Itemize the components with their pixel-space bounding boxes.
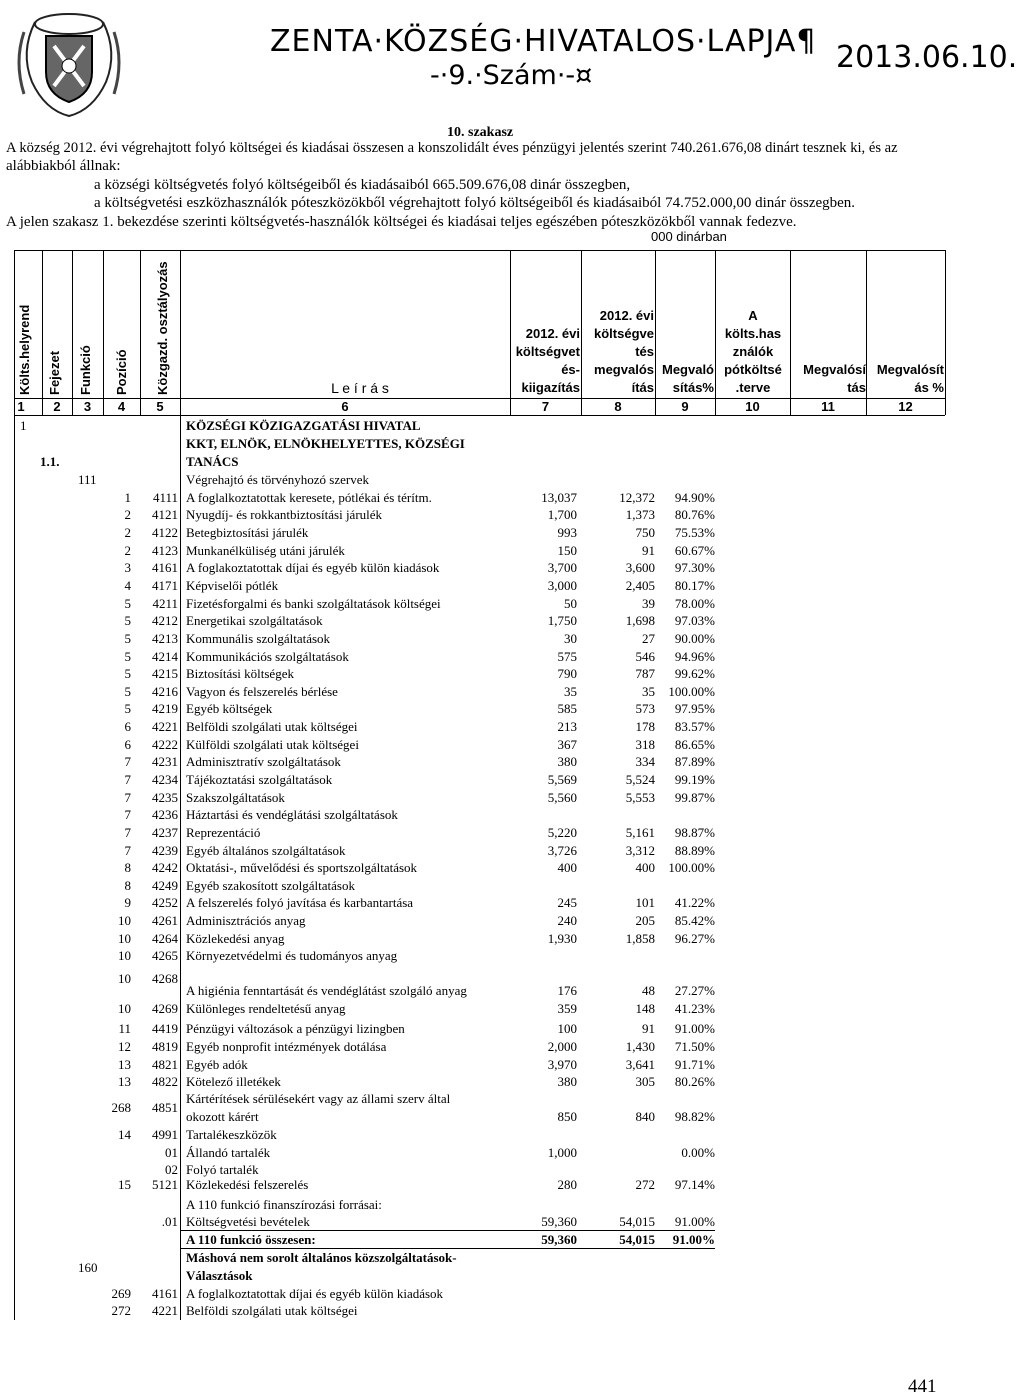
header-funkcio: Funkció <box>78 345 93 395</box>
header-megvalositas-2 <box>790 361 866 397</box>
header-line: Megvalósít <box>876 362 944 377</box>
cell-pozicio: 7 <box>124 843 131 858</box>
cell-leiras: okozott kárért <box>186 1109 259 1124</box>
cell-megvalositas: 334 <box>635 754 655 769</box>
cell-leiras: Pénzügyi változások a pénzügyi lizingben <box>186 1021 405 1036</box>
cell-megvalositas: 5,161 <box>625 825 655 840</box>
column-number: 11 <box>821 399 835 414</box>
cell-leiras: Fizetésforgalmi és banki szolgáltatások költségei <box>186 596 441 611</box>
cell-kozgazd: 4236 <box>152 807 178 822</box>
column-number: 2 <box>53 399 61 414</box>
header-line: tés <box>635 344 654 359</box>
cell-megvalositas-pct: 41.23% <box>674 1001 715 1016</box>
cell-koltsegvetes: 359 <box>557 1001 577 1016</box>
cell-pozicio: 5 <box>124 631 131 646</box>
masthead-title: ZENTA·KÖZSÉG·HIVATALOS·LAPJA¶ <box>270 24 817 59</box>
header-fejezet: Fejezet <box>47 350 62 395</box>
cell-megvalositas-pct: 0.00% <box>681 1145 715 1160</box>
cell-megvalositas-pct: 80.76% <box>674 507 715 522</box>
cell-megvalositas: 54,015 <box>619 1214 655 1229</box>
cell-pozicio: 3 <box>124 560 131 575</box>
header-potkoltsegterv <box>715 307 791 397</box>
cell-megvalositas-pct: 98.82% <box>674 1109 715 1124</box>
cell-megvalositas: 91 <box>642 1021 655 1036</box>
cell-kozgazd: 4268 <box>152 971 178 986</box>
cell-megvalositas: 1,430 <box>625 1039 655 1054</box>
cell-koltsegvetes: 993 <box>557 525 577 540</box>
cell-koltsegvetes: 3,000 <box>547 578 577 593</box>
cell-kozgazd: 5121 <box>152 1177 178 1192</box>
cell-megvalositas-pct: 96.27% <box>674 931 715 946</box>
cell-koltsegvetes: 59,360 <box>541 1214 577 1229</box>
header-megvalositas-pct-2 <box>866 361 944 397</box>
cell-koltsegvetes: 30 <box>564 631 577 646</box>
page-number: 441 <box>908 1376 937 1397</box>
cell-leiras: KKT, ELNÖK, ELNÖKHELYETTES, KÖZSÉGI <box>186 436 465 451</box>
cell-kozgazd: 4822 <box>152 1074 178 1089</box>
intro-line: alábbiakból állnak: <box>6 158 121 174</box>
cell-pozicio: 2 <box>124 543 131 558</box>
cell-leiras: Energetikai szolgáltatások <box>186 613 323 628</box>
cell-kozgazd: 4265 <box>152 948 178 963</box>
column-number: 8 <box>614 399 622 414</box>
cell-megvalositas: 546 <box>635 649 655 664</box>
cell-pozicio: 7 <box>124 825 131 840</box>
masthead-date: 2013.06.10. <box>836 40 1017 75</box>
cell-koltsegvetes: 35 <box>564 684 577 699</box>
cell-leiras: Költségvetési bevételek <box>186 1214 310 1229</box>
cell-megvalositas: 54,015 <box>619 1232 655 1247</box>
cell-megvalositas-pct: 91.00% <box>672 1232 715 1247</box>
cell-kozgazd: 4123 <box>152 543 178 558</box>
cell-kozgazd: 4171 <box>152 578 178 593</box>
cell-megvalositas-pct: 75.53% <box>674 525 715 540</box>
cell-kozgazd: 4231 <box>152 754 178 769</box>
cell-leiras: Egyéb adók <box>186 1057 248 1072</box>
cell-leiras: Háztartási és vendéglátási szolgáltatások <box>186 807 398 822</box>
cell-megvalositas: 840 <box>635 1109 655 1124</box>
cell-megvalositas-pct: 90.00% <box>674 631 715 646</box>
cell-megvalositas: 2,405 <box>625 578 655 593</box>
cell-leiras: A 110 funkció finanszírozási forrásai: <box>186 1197 382 1212</box>
unit-label: 000 dinárban <box>651 229 727 244</box>
cell-megvalositas-pct: 97.30% <box>674 560 715 575</box>
cell-kozgazd: 4216 <box>152 684 178 699</box>
cell-pozicio: 2 <box>124 525 131 540</box>
cell-kozgazd: 4219 <box>152 701 178 716</box>
cell-leiras: A felszerelés folyó javítása és karbantartása <box>186 895 414 910</box>
cell-funkcio: 160 <box>78 1260 98 1275</box>
cell-pozicio: 269 <box>111 1286 131 1301</box>
cell-megvalositas-pct: 94.90% <box>674 490 715 505</box>
cell-leiras: A higiénia fenntartását és vendéglátást szolgáló anyag <box>186 983 467 998</box>
header-line: és- <box>561 362 580 377</box>
cell-leiras: Betegbiztosítási járulék <box>186 525 309 540</box>
cell-leiras: Különleges rendeltetésű anyag <box>186 1001 346 1016</box>
cell-megvalositas: 787 <box>635 666 655 681</box>
cell-leiras: Belföldi szolgálati utak költségei <box>186 719 358 734</box>
cell-koltsegvetes: 380 <box>557 754 577 769</box>
cell-pozicio: 6 <box>124 719 131 734</box>
cell-kozgazd: 4221 <box>152 719 178 734</box>
cell-pozicio: 9 <box>124 895 131 910</box>
cell-kozgazd: 4419 <box>152 1021 178 1036</box>
cell-leiras: A foglalkoztatottak díjai és egyéb külön kiadások <box>186 1286 444 1301</box>
cell-pozicio: 6 <box>124 737 131 752</box>
cell-koltsegvetes: 13,037 <box>541 490 577 505</box>
header-line: kiigazítás <box>521 380 580 395</box>
cell-kozgazd: 01 <box>165 1145 178 1160</box>
cell-megvalositas-pct: 99.19% <box>674 772 715 787</box>
cell-kozgazd: 4235 <box>152 790 178 805</box>
cell-koltsegvetes: 380 <box>557 1074 577 1089</box>
cell-pozicio: 7 <box>124 807 131 822</box>
cell-pozicio: 5 <box>124 613 131 628</box>
cell-pozicio: 14 <box>118 1127 131 1142</box>
cell-megvalositas: 5,553 <box>625 790 655 805</box>
cell-leiras: Folyó tartalék <box>186 1162 259 1177</box>
cell-pozicio: 7 <box>124 772 131 787</box>
cell-koltsegvetes: 790 <box>557 666 577 681</box>
header-koltsegvetes <box>510 325 580 397</box>
cell-koltsegvetes: 100 <box>557 1021 577 1036</box>
header-line: ználók <box>732 344 774 359</box>
cell-megvalositas: 91 <box>642 543 655 558</box>
header-line: tás <box>847 380 866 395</box>
cell-pozicio: 13 <box>118 1074 131 1089</box>
cell-koltsegvetes: 367 <box>557 737 577 752</box>
header-line: költs.has <box>724 326 782 341</box>
masthead-issue: -·9.·Szám·-¤ <box>430 60 593 91</box>
cell-megvalositas: 27 <box>642 631 655 646</box>
cell-megvalositas: 318 <box>635 737 655 752</box>
section-heading: 10. szakasz <box>447 125 514 140</box>
cell-leiras: Kötelező illetékek <box>186 1074 281 1089</box>
cell-kozgazd: 4122 <box>152 525 178 540</box>
cell-koltsegvetes: 585 <box>557 701 577 716</box>
cell-leiras: Külföldi szolgálati utak költségei <box>186 737 359 752</box>
cell-pozicio: 10 <box>118 931 131 946</box>
header-line: megvalós <box>594 362 654 377</box>
header-line: pótköltsé <box>724 362 782 377</box>
cell-megvalositas: 101 <box>635 895 655 910</box>
cell-leiras: Munkanélküliség utáni járulék <box>186 543 345 558</box>
cell-pozicio: 10 <box>118 1001 131 1016</box>
cell-megvalositas-pct: 60.67% <box>674 543 715 558</box>
cell-kozgazd: 4215 <box>152 666 178 681</box>
cell-megvalositas: 1,373 <box>625 507 655 522</box>
cell-pozicio: 15 <box>118 1177 131 1192</box>
cell-megvalositas-pct: 97.14% <box>674 1177 715 1192</box>
intro-line: A jelen szakasz 1. bekezdése szerinti költségvetés-használók költségei és kiadásai teljes egészében póteszközökből vannak fedezve. <box>6 214 797 230</box>
column-number: 10 <box>745 399 760 414</box>
cell-leiras: A 110 funkció összesen: <box>186 1232 316 1247</box>
cell-megvalositas-pct: 41.22% <box>674 895 715 910</box>
cell-koltsegvetes: 150 <box>557 543 577 558</box>
cell-megvalositas-pct: 100.00% <box>668 684 715 699</box>
cell-pozicio: 5 <box>124 684 131 699</box>
cell-leiras: Szakszolgáltatások <box>186 790 285 805</box>
cell-kozgazd: 4821 <box>152 1057 178 1072</box>
cell-megvalositas: 573 <box>635 701 655 716</box>
intro-line: a községi költségvetés folyó költségeiből és kiadásaiból 665.509.676,08 dinár összegben, <box>94 177 631 193</box>
cell-kozgazd: 4249 <box>152 878 178 893</box>
cell-megvalositas-pct: 80.26% <box>674 1074 715 1089</box>
cell-kozgazd: 4221 <box>152 1303 178 1318</box>
cell-pozicio: 5 <box>124 701 131 716</box>
cell-koltsegvetes: 176 <box>557 983 577 998</box>
cell-kozgazd: 4851 <box>152 1100 178 1115</box>
header-line: 2012. évi <box>525 326 580 341</box>
cell-megvalositas-pct: 91.71% <box>674 1057 715 1072</box>
cell-megvalositas-pct: 99.62% <box>674 666 715 681</box>
cell-kolts-helyrend: 1 <box>20 418 27 433</box>
column-number: 6 <box>341 399 349 414</box>
cell-megvalositas-pct: 85.42% <box>674 913 715 928</box>
cell-leiras: Máshová nem sorolt általános közszolgáltatások- <box>186 1250 457 1265</box>
cell-koltsegvetes: 400 <box>557 860 577 875</box>
header-line: .terve <box>735 380 771 395</box>
header-kolts-helyrend: Költs.helyrend <box>17 304 32 395</box>
cell-leiras: Közlekedési anyag <box>186 931 285 946</box>
column-number: 7 <box>541 399 550 414</box>
cell-megvalositas-pct: 80.17% <box>674 578 715 593</box>
cell-pozicio: 10 <box>118 948 131 963</box>
header-leiras: L e í r á s <box>331 380 389 396</box>
cell-megvalositas: 35 <box>642 684 655 699</box>
cell-koltsegvetes: 575 <box>557 649 577 664</box>
cell-megvalositas-pct: 99.87% <box>674 790 715 805</box>
cell-koltsegvetes: 240 <box>557 913 577 928</box>
cell-pozicio: 1 <box>124 490 131 505</box>
cell-kozgazd: 4991 <box>152 1127 178 1142</box>
cell-koltsegvetes: 2,000 <box>547 1039 577 1054</box>
cell-leiras: Állandó tartalék <box>186 1145 271 1160</box>
column-number: 9 <box>681 399 689 414</box>
cell-pozicio: 10 <box>118 913 131 928</box>
column-number: 3 <box>83 399 92 414</box>
header-megvalositas-pct <box>655 361 714 397</box>
cell-kozgazd: 02 <box>165 1162 178 1177</box>
cell-kozgazd: 4261 <box>152 913 178 928</box>
cell-pozicio: 5 <box>124 649 131 664</box>
cell-koltsegvetes: 1,930 <box>547 931 577 946</box>
cell-megvalositas-pct: 71.50% <box>674 1039 715 1054</box>
cell-megvalositas: 1,698 <box>625 613 655 628</box>
cell-kozgazd: 4269 <box>152 1001 178 1016</box>
cell-kozgazd: 4121 <box>152 507 178 522</box>
cell-koltsegvetes: 1,000 <box>547 1145 577 1160</box>
cell-megvalositas: 272 <box>635 1177 655 1192</box>
cell-megvalositas: 3,600 <box>625 560 655 575</box>
cell-kozgazd: 4222 <box>152 737 178 752</box>
cell-megvalositas: 178 <box>635 719 655 734</box>
cell-leiras: Egyéb szakosított szolgáltatások <box>186 878 355 893</box>
cell-kozgazd: .01 <box>161 1214 178 1229</box>
cell-leiras: Egyéb általános szolgáltatások <box>186 843 346 858</box>
cell-pozicio: 12 <box>118 1039 131 1054</box>
cell-megvalositas: 1,858 <box>625 931 655 946</box>
header-line: ítás <box>631 380 654 395</box>
cell-koltsegvetes: 850 <box>557 1109 577 1124</box>
intro-line: a költségvetési eszközhasználók póteszközökből végrehajtott folyó költségeiből és kiadásaiból 74.752.000,00 dinár összegben. <box>94 195 856 211</box>
cell-leiras: Biztosítási költségek <box>186 666 294 681</box>
header-line: költségvet <box>515 344 580 359</box>
cell-leiras: Kommunikációs szolgáltatások <box>186 649 349 664</box>
cell-megvalositas: 39 <box>642 596 655 611</box>
cell-pozicio: 13 <box>118 1057 131 1072</box>
column-number: 1 <box>17 399 25 414</box>
cell-koltsegvetes: 5,569 <box>547 772 577 787</box>
cell-kozgazd: 4213 <box>152 631 178 646</box>
cell-leiras: Egyéb költségek <box>186 701 273 716</box>
cell-kozgazd: 4212 <box>152 613 178 628</box>
header-megvalositas <box>581 307 654 397</box>
header-line: Megvaló <box>661 362 714 377</box>
cell-kozgazd: 4214 <box>152 649 178 664</box>
cell-megvalositas: 3,641 <box>625 1057 655 1072</box>
cell-kozgazd: 4111 <box>152 490 178 505</box>
cell-pozicio: 11 <box>118 1021 131 1036</box>
cell-megvalositas-pct: 97.95% <box>674 701 715 716</box>
cell-koltsegvetes: 59,360 <box>541 1232 577 1247</box>
cell-leiras: Oktatási-, művelődési és sportszolgáltatások <box>186 860 418 875</box>
cell-kozgazd: 4161 <box>152 1286 178 1301</box>
cell-pozicio: 8 <box>124 878 131 893</box>
cell-fejezet: 1.1. <box>40 454 60 469</box>
cell-leiras: Kommunális szolgáltatások <box>186 631 331 646</box>
header-line: A <box>748 308 758 323</box>
cell-pozicio: 5 <box>124 666 131 681</box>
cell-megvalositas-pct: 78.00% <box>674 596 715 611</box>
cell-kozgazd: 4161 <box>152 560 178 575</box>
cell-megvalositas-pct: 100.00% <box>668 860 715 875</box>
cell-leiras: Vagyon és felszerelés bérlése <box>186 684 338 699</box>
cell-pozicio: 10 <box>118 971 131 986</box>
cell-leiras: TANÁCS <box>186 454 239 469</box>
cell-megvalositas-pct: 86.65% <box>674 737 715 752</box>
cell-kozgazd: 4239 <box>152 843 178 858</box>
cell-leiras: Képviselői pótlék <box>186 578 279 593</box>
cell-megvalositas-pct: 97.03% <box>674 613 715 628</box>
cell-kozgazd: 4211 <box>152 596 178 611</box>
cell-megvalositas-pct: 88.89% <box>674 843 715 858</box>
cell-leiras: Adminisztrációs anyag <box>186 913 306 928</box>
cell-kozgazd: 4264 <box>152 931 178 946</box>
header-pozicio: Pozíció <box>114 349 129 395</box>
cell-megvalositas: 400 <box>635 860 655 875</box>
cell-koltsegvetes: 5,560 <box>547 790 577 805</box>
cell-leiras: A foglalkoztatottak keresete, pótlékai és térítm. <box>186 490 432 505</box>
cell-megvalositas: 750 <box>635 525 655 540</box>
header-line: sítás% <box>672 380 714 395</box>
cell-leiras: Kártérítések sérülésekért vagy az állami szerv által <box>186 1091 451 1106</box>
cell-leiras: Adminisztratív szolgáltatások <box>186 754 341 769</box>
cell-leiras: Választások <box>186 1268 253 1283</box>
cell-megvalositas-pct: 94.96% <box>674 649 715 664</box>
cell-leiras: Környezetvédelmi és tudományos anyag <box>186 948 398 963</box>
cell-leiras: Reprezentáció <box>186 825 261 840</box>
cell-megvalositas: 3,312 <box>625 843 655 858</box>
cell-leiras: KÖZSÉGI KÖZIGAZGATÁSI HIVATAL <box>186 418 421 433</box>
cell-leiras: Tartalékeszközök <box>186 1127 277 1142</box>
header-line: Megvalósí <box>803 362 866 377</box>
cell-leiras: Végrehajtó és törvényhozó szervek <box>186 472 370 487</box>
header-line: költségve <box>594 326 654 341</box>
cell-pozicio: 4 <box>124 578 131 593</box>
cell-leiras: Tájékoztatási szolgáltatások <box>186 772 333 787</box>
cell-kozgazd: 4237 <box>152 825 178 840</box>
cell-megvalositas-pct: 91.00% <box>674 1021 715 1036</box>
cell-megvalositas-pct: 91.00% <box>674 1214 715 1229</box>
cell-megvalositas: 305 <box>635 1074 655 1089</box>
cell-koltsegvetes: 5,220 <box>547 825 577 840</box>
cell-leiras: A foglakoztatottak díjai és egyéb külön kiadások <box>186 560 440 575</box>
column-number: 5 <box>156 399 164 414</box>
cell-leiras: Közlekedési felszerelés <box>186 1177 309 1192</box>
cell-pozicio: 5 <box>124 596 131 611</box>
cell-kozgazd: 4819 <box>152 1039 178 1054</box>
cell-koltsegvetes: 50 <box>564 596 577 611</box>
cell-megvalositas-pct: 87.89% <box>674 754 715 769</box>
header-line: 2012. évi <box>599 308 654 323</box>
cell-koltsegvetes: 1,700 <box>547 507 577 522</box>
cell-kozgazd: 4234 <box>152 772 178 787</box>
cell-koltsegvetes: 280 <box>557 1177 577 1192</box>
cell-megvalositas: 48 <box>642 983 655 998</box>
cell-pozicio: 272 <box>111 1303 131 1318</box>
intro-line: A község 2012. évi végrehajtott folyó költségei és kiadásai összesen a konszolidált éves pénzügyi jelentés szerint 740.261.676,08 dinárt tesznek ki, és az <box>6 140 898 156</box>
column-number: 12 <box>898 399 913 414</box>
cell-megvalositas-pct: 98.87% <box>674 825 715 840</box>
cell-funkcio: 111 <box>78 472 97 487</box>
cell-megvalositas-pct: 83.57% <box>674 719 715 734</box>
cell-koltsegvetes: 3,700 <box>547 560 577 575</box>
cell-pozicio: 7 <box>124 754 131 769</box>
cell-leiras: Belföldi szolgálati utak költségei <box>186 1303 358 1318</box>
cell-kozgazd: 4242 <box>152 860 178 875</box>
cell-koltsegvetes: 3,726 <box>547 843 577 858</box>
cell-koltsegvetes: 213 <box>557 719 577 734</box>
column-number: 4 <box>117 399 126 414</box>
cell-leiras: Egyéb nonprofit intézmények dotálása <box>186 1039 387 1054</box>
cell-megvalositas: 12,372 <box>619 490 655 505</box>
cell-megvalositas-pct: 27.27% <box>674 983 715 998</box>
cell-pozicio: 2 <box>124 507 131 522</box>
cell-pozicio: 8 <box>124 860 131 875</box>
cell-pozicio: 268 <box>111 1100 131 1115</box>
cell-koltsegvetes: 1,750 <box>547 613 577 628</box>
cell-pozicio: 7 <box>124 790 131 805</box>
cell-leiras: Nyugdíj- és rokkantbiztosítási járulék <box>186 507 383 522</box>
header-kozgazd: Közgazd. osztályozás <box>155 261 170 395</box>
cell-megvalositas: 205 <box>635 913 655 928</box>
cell-kozgazd: 4252 <box>152 895 178 910</box>
cell-koltsegvetes: 245 <box>557 895 577 910</box>
cell-megvalositas: 5,524 <box>625 772 655 787</box>
cell-megvalositas: 148 <box>635 1001 655 1016</box>
coat-of-arms-icon <box>10 2 128 118</box>
cell-koltsegvetes: 3,970 <box>547 1057 577 1072</box>
header-line: ás % <box>914 380 944 395</box>
